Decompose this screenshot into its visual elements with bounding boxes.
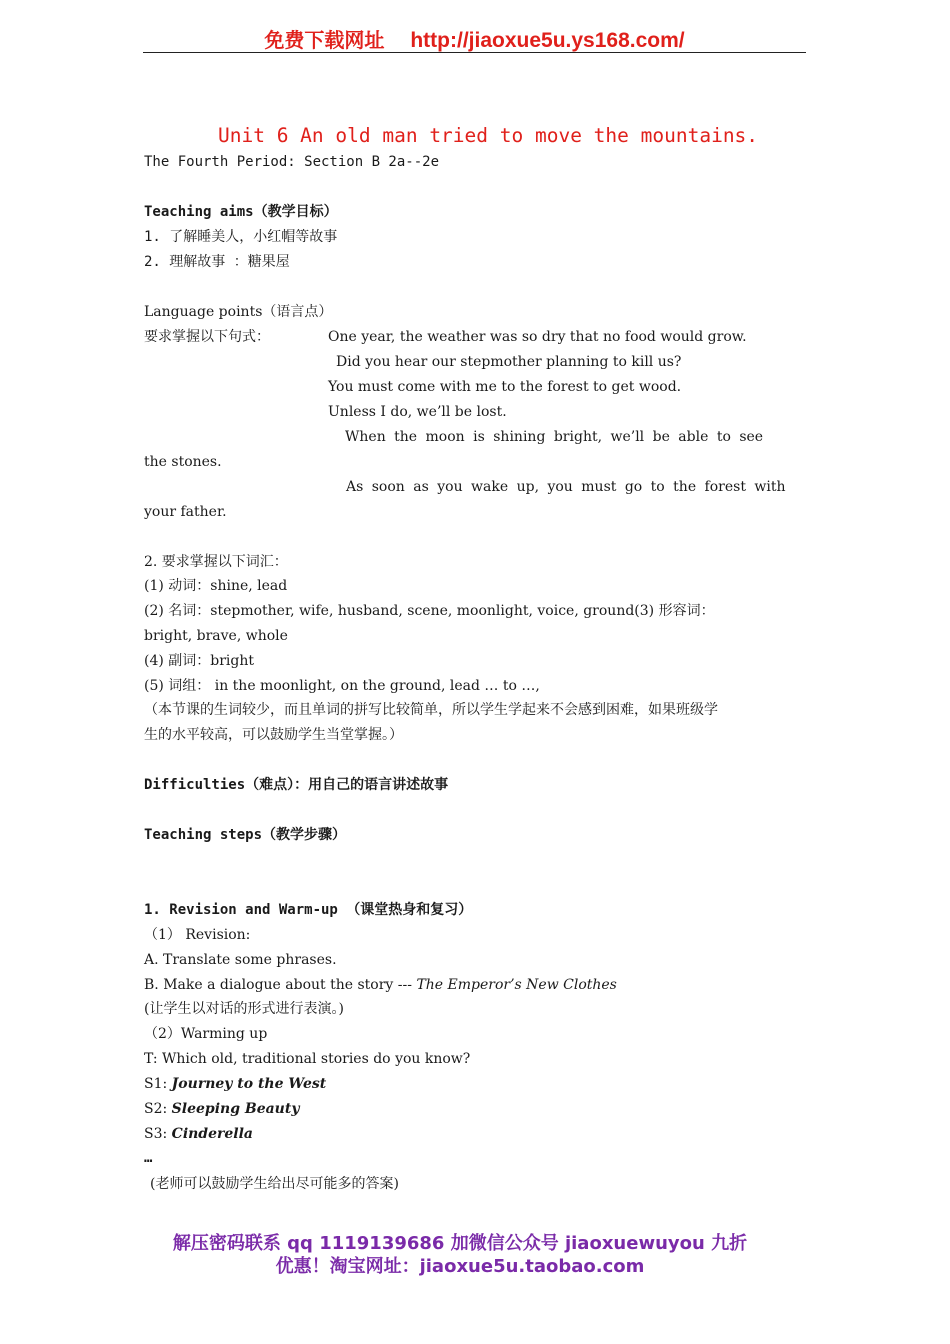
teacher-question: T: Which old, traditional stories do you know?	[144, 1051, 471, 1067]
ellipsis: …	[144, 1150, 153, 1166]
footer-line-2: 优惠！淘宝网址：jiaoxue5u.taobao.com	[275, 1256, 645, 1277]
vocab-note-1: （本节课的生词较少，而且单词的拼写比较简单，所以学生学起来不会感到困难，如果班级学	[144, 702, 718, 718]
steps-heading: Teaching steps（教学步骤）	[144, 827, 347, 843]
sentence-1: One year, the weather was so dry that no food would grow.	[328, 329, 747, 345]
revision-label: （1） Revision:	[144, 927, 251, 943]
step-a: A. Translate some phrases.	[144, 952, 337, 968]
aims-item-2: 2. 理解故事 ：糖果屋	[144, 254, 290, 270]
sentence-4: Unless I do, we’ll be lost.	[328, 404, 507, 420]
s3-value: Cinderella	[171, 1126, 253, 1142]
student-answer-2	[144, 1100, 299, 1118]
s2-label: S2:	[144, 1101, 172, 1117]
warming-up-label: （2）Warming up	[144, 1026, 268, 1042]
step-b	[144, 976, 617, 994]
vocab-adjectives: bright, brave, whole	[144, 628, 288, 644]
s1-label: S1:	[144, 1076, 172, 1092]
s3-label: S3:	[144, 1126, 172, 1142]
document-title: Unit 6 An old man tried to move the mountains.	[218, 124, 759, 147]
header-url-link[interactable]: http://jiaoxue5u.ys168.com/	[410, 29, 685, 52]
sentence-6a: As soon as you wake up, you must go to the forest with	[346, 479, 786, 495]
s1-value: Journey to the West	[171, 1076, 327, 1092]
sentence-3: You must come with me to the forest to get wood.	[328, 379, 682, 395]
s2-value: Sleeping Beauty	[171, 1101, 300, 1117]
header-label: 免费下载网址	[264, 28, 385, 52]
footer-line-1: 解压密码联系 qq 1119139686 加微信公众号 jiaoxuewuyou 九折	[172, 1233, 748, 1254]
teacher-note: (老师可以鼓励学生给出尽可能多的答案)	[150, 1176, 399, 1192]
step-b-text: B. Make a dialogue about the story ---	[144, 977, 417, 993]
student-answer-1	[144, 1075, 326, 1093]
vocab-verbs: (1) 动词：shine, lead	[144, 578, 288, 594]
language-heading: Language points（语言点）	[144, 304, 333, 320]
sentence-5b: the stones.	[144, 454, 222, 470]
difficulties-heading: Difficulties（难点）：用自己的语言讲述故事	[144, 777, 449, 793]
vocab-heading: 2. 要求掌握以下词汇：	[144, 554, 288, 570]
sentence-label: 要求掌握以下句式：	[144, 329, 270, 345]
sentence-5a: When the moon is shining bright, we’ll be able to see	[345, 429, 764, 445]
aims-heading: Teaching aims（教学目标）	[144, 204, 338, 220]
vocab-adverbs: (4) 副词：bright	[144, 653, 255, 669]
step1-heading: 1. Revision and Warm-up （课堂热身和复习）	[144, 902, 473, 918]
vocab-note-2: 生的水平较高，可以鼓励学生当堂掌握。）	[144, 727, 403, 743]
step-b-story-title: The Emperor’s New Clothes	[416, 977, 617, 993]
vocab-nouns: (2) 名词：stepmother, wife, husband, scene, moonlight, voice, ground(3) 形容词：	[144, 603, 715, 619]
sentence-6b: your father.	[144, 504, 227, 520]
vocab-phrases: (5) 词组： in the moonlight, on the ground, lead … to …,	[144, 678, 540, 694]
sentence-2: Did you hear our stepmother planning to kill us?	[336, 354, 682, 370]
student-answer-3	[144, 1125, 253, 1143]
aims-item-1: 1. 了解睡美人，小红帽等故事	[144, 229, 338, 245]
page-header	[143, 24, 806, 53]
step-b-note: (让学生以对话的形式进行表演。)	[144, 1001, 344, 1017]
period-line: The Fourth Period: Section B 2a--2e	[144, 154, 440, 170]
